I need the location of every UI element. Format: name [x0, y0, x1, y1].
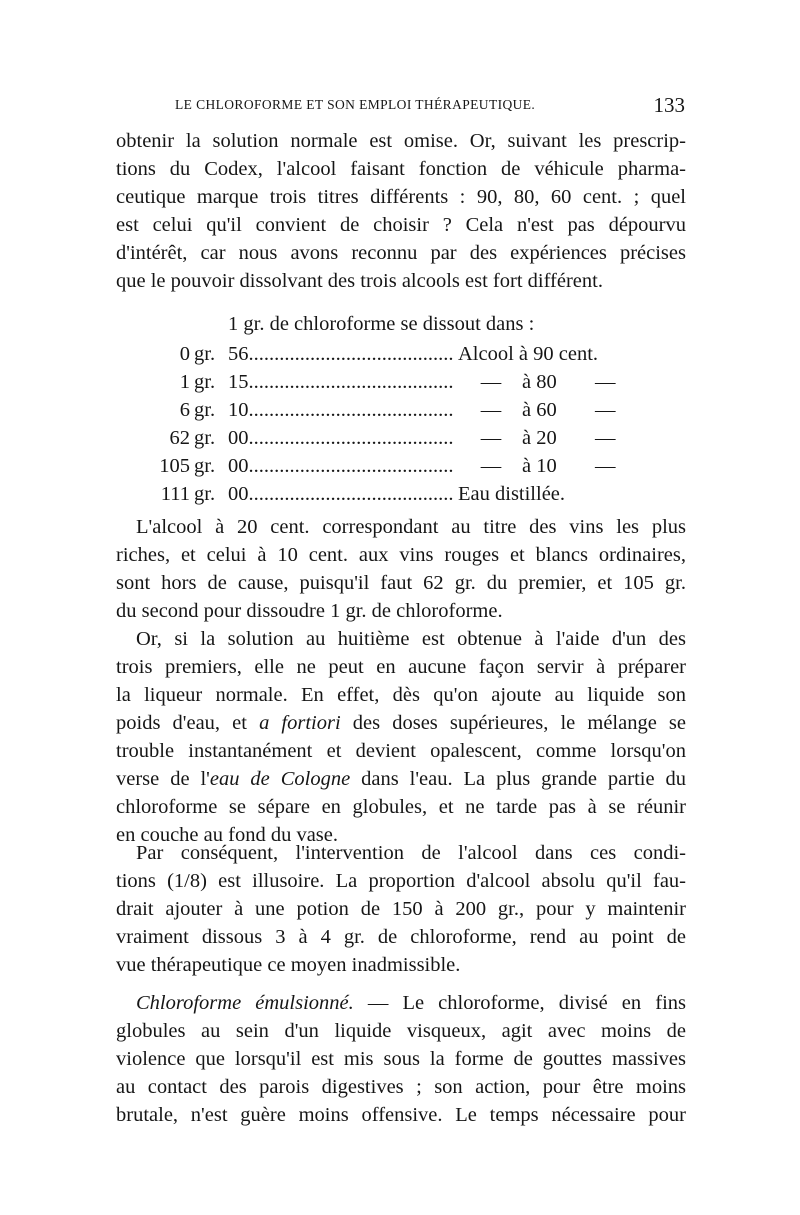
cell-unit: gr.	[194, 483, 216, 505]
text-run: poids d'eau, et	[116, 712, 260, 734]
text-line: d'intérêt, car nous avons reconnu par des expériences précises	[116, 242, 686, 264]
table-row	[0, 396, 800, 424]
cell-grams: 1	[179, 371, 190, 393]
ditto-mark: —	[480, 427, 502, 449]
text-line: sont hors de cause, puisqu'il faut 62 gr. du premier, et 105 gr.	[116, 572, 686, 594]
text-line: trouble instantanément et devient opalescent, comme lorsqu'on	[116, 740, 686, 762]
text-line: que le pouvoir dissolvant des trois alcools est fort différent.	[116, 270, 603, 292]
cell-grams: 105	[159, 455, 190, 477]
text-line: du second pour dissoudre 1 gr. de chloroforme.	[116, 600, 503, 622]
ditto-mark: —	[480, 455, 502, 477]
section-heading: Chloroforme émulsionné.	[136, 992, 354, 1014]
text-line: vraiment dissous 3 à 4 gr. de chloroforme, rend au point de	[116, 926, 686, 948]
text-line	[116, 765, 686, 793]
text-line: la liqueur normale. En effet, dès qu'on ajoute au liquide son	[116, 684, 686, 706]
text-line: L'alcool à 20 cent. correspondant au titre des vins les plus	[136, 516, 686, 538]
text-line: ceutique marque trois titres différents : 90, 80, 60 cent. ; quel	[116, 186, 686, 208]
page-number: 133	[653, 93, 685, 117]
text-line: drait ajouter à une potion de 150 à 200 gr., pour y maintenir	[116, 898, 686, 920]
text-line: Or, si la solution au huitième est obtenue à l'aide d'un des	[136, 628, 686, 650]
cell-value: 00........................................	[228, 455, 453, 477]
cell-concentration: à 80	[522, 371, 557, 393]
text-line: est celui qu'il convient de choisir ? Cela n'est pas dépourvu	[116, 214, 686, 236]
table-row	[0, 452, 800, 480]
page-header	[175, 93, 685, 119]
paragraph-alcohol-titres	[116, 127, 686, 295]
text-line: Par conséquent, l'intervention de l'alcool dans ces condi-	[136, 842, 686, 864]
text-line: au contact des parois digestives ; son action, pour être moins	[116, 1076, 686, 1098]
cell-grams: 62	[169, 427, 190, 449]
ditto-mark: —	[480, 371, 502, 393]
text-line: brutale, n'est guère moins offensive. Le temps nécessaire pour	[116, 1104, 686, 1126]
cell-value: 00........................................	[228, 427, 453, 449]
cell-unit: gr.	[194, 427, 216, 449]
cell-solvent: Alcool à 90 cent.	[458, 343, 599, 365]
text-line: obtenir la solution normale est omise. Or, suivant les prescrip-	[116, 130, 686, 152]
text-line: chloroforme se sépare en globules, et ne tarde pas à se réunir	[116, 796, 686, 818]
ditto-mark: —	[595, 455, 616, 477]
table-title: 1 gr. de chloroforme se dissout dans :	[228, 313, 535, 335]
cell-value: 56........................................	[228, 343, 453, 365]
paragraph-emulsion	[116, 989, 686, 1129]
paragraph-wine-titres	[116, 513, 686, 849]
cell-concentration: à 60	[522, 399, 557, 421]
text-line	[116, 709, 686, 737]
cell-grams: 0	[179, 343, 190, 365]
cell-concentration: à 20	[522, 427, 557, 449]
cell-unit: gr.	[194, 371, 216, 393]
text-run: dans l'eau. La plus grande partie du	[350, 768, 686, 790]
cell-grams: 6	[179, 399, 190, 421]
ditto-mark: —	[595, 427, 616, 449]
text-line: trois premiers, elle ne peut en aucune façon servir à préparer	[116, 656, 686, 678]
cell-concentration: à 10	[522, 455, 557, 477]
text-run: — Le chloroforme, divisé en fins	[353, 992, 686, 1014]
text-line: en couche au fond du vase.	[116, 824, 338, 846]
text-line: violence que lorsqu'il est mis sous la forme de gouttes massives	[116, 1048, 686, 1070]
text-line: riches, et celui à 10 cent. aux vins rouges et blancs ordinaires,	[116, 544, 686, 566]
text-run: verse de l'	[116, 768, 210, 790]
table-row	[0, 480, 800, 508]
ditto-mark: —	[480, 399, 502, 421]
cell-value: 15........................................	[228, 371, 453, 393]
italic-term: a fortiori	[259, 712, 341, 734]
text-line: vue thérapeutique ce moyen inadmissible.	[116, 954, 461, 976]
text-line: tions (1/8) est illusoire. La proportion d'alcool absolu qu'il fau-	[116, 870, 686, 892]
text-line: globules au sein d'un liquide visqueux, agit avec moins de	[116, 1020, 686, 1042]
cell-unit: gr.	[194, 399, 216, 421]
ditto-mark: —	[595, 371, 616, 393]
cell-unit: gr.	[194, 343, 216, 365]
text-line: tions du Codex, l'alcool faisant fonction de véhicule pharma-	[116, 158, 686, 180]
cell-value: 10........................................	[228, 399, 453, 421]
ditto-mark: —	[595, 399, 616, 421]
cell-solvent: Eau distillée.	[458, 483, 566, 505]
table-row	[0, 368, 800, 396]
running-title: LE CHLOROFORME ET SON EMPLOI THÉRAPEUTIQUE.	[175, 97, 536, 112]
text-line	[116, 989, 686, 1017]
cell-unit: gr.	[194, 455, 216, 477]
italic-term: eau de Cologne	[209, 768, 351, 790]
text-run: des doses supérieures, le mélange se	[340, 712, 686, 734]
cell-grams: 111	[160, 483, 190, 505]
table-row	[0, 424, 800, 452]
table-row	[0, 340, 800, 368]
cell-value: 00........................................	[228, 483, 453, 505]
paragraph-conclusion	[116, 839, 686, 979]
